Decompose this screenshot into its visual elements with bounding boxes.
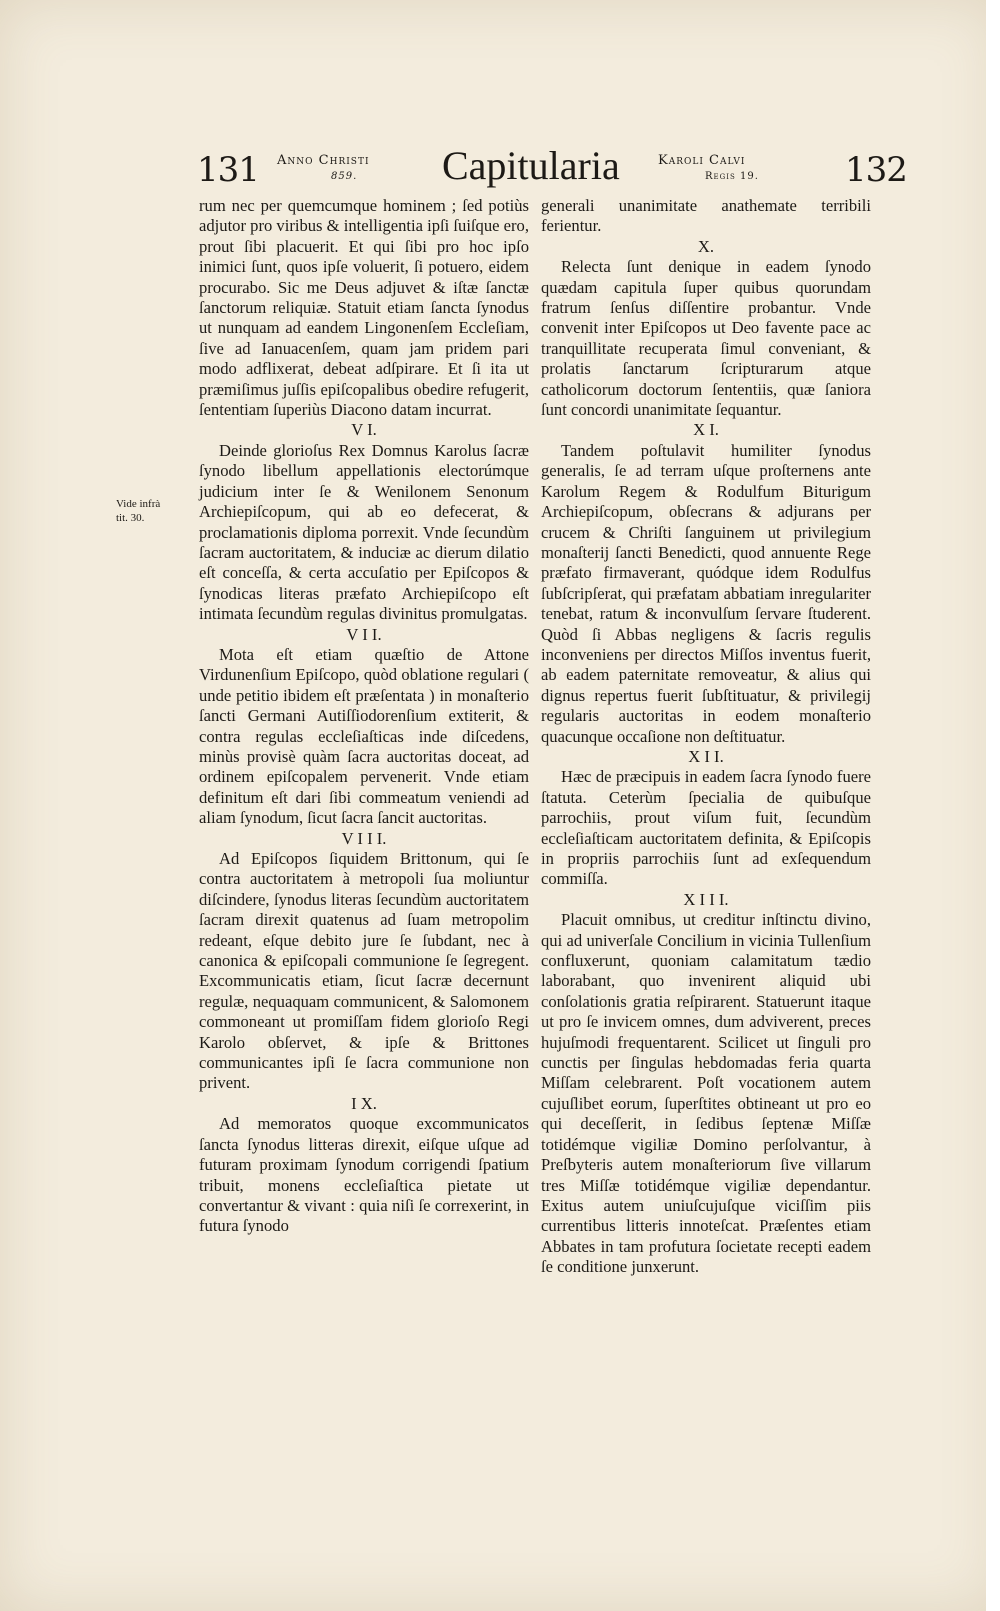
margin-note-line: Vide infrà <box>116 498 161 510</box>
section-number: V I I. <box>346 624 382 644</box>
page-number-right: 132 <box>845 150 907 190</box>
left-column <box>199 196 529 1237</box>
section-number: V I I I. <box>341 828 387 848</box>
section-number: X I. <box>693 420 719 440</box>
margin-note <box>116 497 186 525</box>
section-number: X I I I. <box>683 889 729 909</box>
page-number-left: 131 <box>197 150 259 190</box>
margin-note-line: tit. 30. <box>116 512 145 524</box>
running-head-regnal-year: Regis 19. <box>705 171 759 182</box>
section-number: X. <box>697 236 715 256</box>
paragraph: Relecta ſunt denique in eadem ſynodo quædam capitula ſuper quibus quorundam fratrum ſenſus diſſentire probantur. Vnde convenit inter Epiſcopos ut Deo favente pace ac tranquillitate recuperata ſimul conveniant, & prolatis ſanctarum ſcripturarum atque catholicorum doctorum ſententiis, quæ ſaniora ſunt concordi unanimitate ſequantur. <box>541 257 871 420</box>
paragraph: Deinde glorioſus Rex Domnus Karolus ſacræ ſynodo libellum appellationis electorúmque judicium inter ſe & Wenilonem Senonum Archiepiſcopum, qui ab eo defecerat, & proclamationis diploma porrexit. Vnde ſecundùm ſacram auctoritatem, & induciæ ac dierum dilatio eſt conceſſa, & certa accuſatio per Epiſcopos & ſynodicas literas præfato Archiepiſcopo eſt intimata ſecundùm regulas divinitus promulgatas. <box>199 440 529 624</box>
paragraph: Hæc de præcipuis in eadem ſacra ſynodo fuere ſtatuta. Ceterùm ſpecialia de quibuſque parrochiis, prout viſum fuit, ſecundùm eccleſiaſticam auctoritatem definita, & Epiſcopis in propriis parrochiis ſunt ad exſequendum commiſſa. <box>541 767 871 889</box>
running-head-left: Anno Christi <box>277 153 370 168</box>
right-column <box>541 196 871 1278</box>
section-number: I X. <box>351 1093 377 1113</box>
running-head-right: Karoli Calvi <box>658 153 746 168</box>
section-number: X I I. <box>688 746 724 766</box>
page-header <box>0 140 1000 190</box>
running-head-year: 859. <box>331 171 358 182</box>
paragraph: Mota eſt etiam quæſtio de Attone Virdunenſium Epiſcopo, quòd oblatione regulari ( unde petitio ibidem eſt præſentata ) in monaſterio ſancti Germani Autiſſiodorenſium extiterit, & contra regulas eccleſiaſticas inde diſcedens, minùs provisè quàm ſacra auctoritas doceat, ad ordinem epiſcopalem pervenerit. Vnde etiam definitum eſt dari ſibi commeatum veniendi ad aliam ſynodum, ſicut ſacra ſancit auctoritas. <box>199 644 529 828</box>
paragraph: generali unanimitate anathemate terribili ferientur. <box>541 196 871 236</box>
paragraph: Ad Epiſcopos ſiquidem Brittonum, qui ſe contra auctoritatem à metropoli ſua moliuntur diſcindere, ſynodus literas ſecundùm auctoritatem ſacram direxit quatenus ad ſuam metropolim redeant, eſque debito jure ſe ſubdant, nec à canonica & epiſcopali communione ſe ſegregent. Excommunicatis etiam, ſicut ſacræ decernunt regulæ, nequaquam communicent, & Salomonem commoneant ut promiſſam fidem glorioſo Regi Karolo obſervet, & ipſe & Brittones communicantes ipſi ſe ſacra communione non privent. <box>199 849 529 1093</box>
page-title: Capitularia <box>442 143 620 188</box>
section-number: V I. <box>351 420 377 440</box>
paragraph: Ad memoratos quoque excommunicatos ſancta ſynodus litteras direxit, eiſque uſque ad futuram proximam ſynodum corrigendi ſpatium tribuit, monens eccleſiaſtica pietate ut convertantur & vivant : quia niſi ſe correxerint, in futura ſynodo <box>199 1114 529 1236</box>
paragraph: rum nec per quemcumque hominem ; ſed potiùs adjutor pro viribus & intelligentia ipſi ſuiſque ero, prout ſibi placuerit. Et qui ſibi pro hoc ipſo inimici ſunt, quos ipſe voluerit, ſi potuero, eidem procurabo. Sic me Deus adjuvet & iſtæ ſanctæ ſanctorum reliquiæ. Statuit etiam ſancta ſynodus ut nunquam ad eandem Lingonenſem Eccleſiam, ſive ad Ianuacenſem, quam jam pridem pari modo adflixerat, debeat adſpirare. Et ſi ita ut præmiſimus juſſis epiſcopalibus obedire refugerit, ſententiam ſuperiùs Diacono datam incurrat. <box>199 196 529 420</box>
paragraph: Tandem poſtulavit humiliter ſynodus generalis, ſe ad terram uſque proſternens ante Karolum Regem & Rodulfum Biturigum Archiepiſcopum, obſecrans & adjurans per crucem & Chriſti ſanguinem ut privilegium monaſterij ſancti Benedicti, quod annuente Rege præfato firmaverant, quódque idem Rodulfus ſubſcripſerat, qui præfatam abbatiam inregulariter tenebat, ratum & inconvulſum ſervare ſtuderent. Quòd ſi Abbas negligens & ſacris regulis inconveniens per directos Miſſos inventus fuerit, ab eadem paternitate removeatur, & alius qui dignus repertus fuerit ſubſtituatur, & privilegij regularis auctoritas in eodem monaſterio quacunque occaſione non deſtituatur. <box>541 440 871 746</box>
paragraph: Placuit omnibus, ut creditur inſtinctu divino, qui ad univerſale Concilium in vicinia Tullenſium confluxerunt, quoniam calamitatum tædio laborabant, quo invenirent aliquid ubi conſolationis gratia reſpirarent. Statuerunt itaque ut pro ſe invicem omnes, dum adviverent, preces hujuſmodi frequentarent. Scilicet ut ſinguli pro cunctis per ſingulas hebdomadas feria quarta Miſſam celebrarent. Poſt vocationem autem cujuſlibet eorum, ſuperſtites obtineant ut pro eo qui deceſſerit, in ſedibus ſeptenæ Miſſæ totidémque vigiliæ Domino perſolvantur, à Preſbyteris autem monaſteriorum ſive villarum tres Miſſæ totidémque vigiliæ dependantur. Exitus autem uniuſcujuſque viciſſim piis currentibus litteris innoteſcat. Præſentes etiam Abbates in tam profutura ſocietate recepti eadem ſe conditione junxerunt. <box>541 910 871 1277</box>
